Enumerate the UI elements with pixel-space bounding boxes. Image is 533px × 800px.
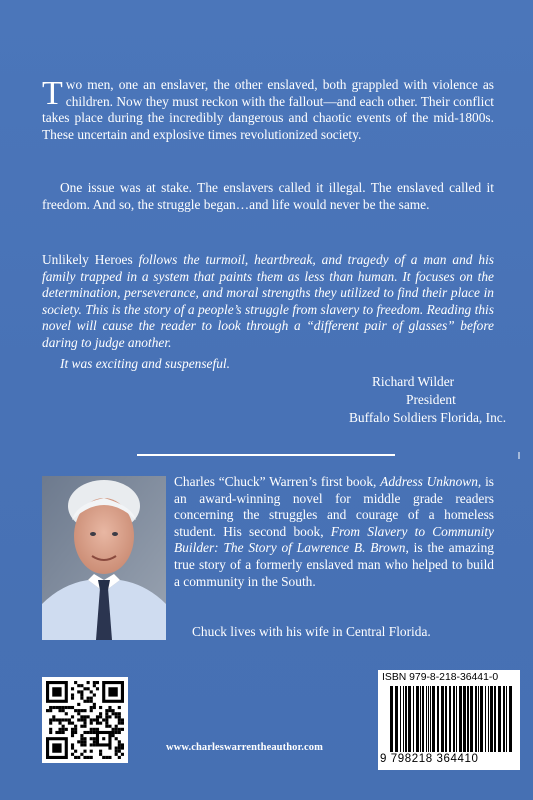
bio-book-2: From Slavery to Community Builder: The Story of Lawrence B. Brown (174, 523, 494, 556)
section-divider (137, 454, 395, 456)
blurb-paragraph-2: One issue was at stake. The enslavers called it illegal. The enslaved called it freedom. And so, the struggle began…and life would never be the same. (42, 180, 494, 212)
isbn-label: ISBN 979-8-218-36441-0 (382, 672, 499, 683)
drop-cap: T (42, 75, 63, 112)
bio-text-a: Charles “Chuck” Warren’s first book, (174, 474, 381, 489)
edge-mark (518, 452, 520, 459)
qr-code[interactable] (42, 677, 128, 763)
blurb-paragraph-1 (42, 77, 494, 143)
blurb-paragraph-1-text: wo men, one an enslaver, the other enslaved, both grappled with violence as children. Now they must reckon with the fallout—and each other. Their conflict takes place during the incredibly dangerous and chaotic events of the mid-1800s. These uncertain and explosive times revolutionized society. (42, 77, 494, 142)
reviewer-organization: Buffalo Soldiers Florida, Inc. (349, 410, 507, 425)
author-website-link[interactable]: www.charleswarrentheauthor.com (166, 742, 323, 753)
review-quote (42, 252, 494, 352)
author-portrait-image (42, 476, 166, 640)
review-book-title: Unlikely Heroes (42, 252, 133, 267)
bio-text-b: is an award-winning novel for middle grade readers concerning the struggles and courage of a homeless student. His second book, (174, 474, 495, 539)
qr-code-icon (46, 681, 124, 759)
author-bio (174, 474, 494, 590)
reviewer-title: President (406, 392, 456, 407)
author-photo (42, 476, 166, 640)
bio-text-c: , is the amazing true story of a formerly enslaved man who helped to build a community in the South. (174, 540, 494, 589)
barcode-digits: 9 798218 364410 (380, 753, 479, 765)
isbn-barcode (378, 670, 520, 770)
reviewer-name: Richard Wilder (372, 374, 455, 389)
author-bio-2: Chuck lives with his wife in Central Florida. (192, 624, 431, 639)
barcode-icon (384, 686, 516, 754)
review-extra: It was exciting and suspenseful. (60, 356, 230, 371)
review-text: follows the turmoil, heartbreak, and tragedy of a man and his family trapped in a system that paints them as less than human. It focuses on the determination, perseverance, and moral strengths they utilized to find their place in society. This is the story of a people’s struggle from slavery to freedom. Reading this novel will cause the reader to look through a “different pair of glasses” before daring to judge another. (42, 252, 494, 350)
bio-book-1: Address Unknown, (380, 474, 482, 489)
